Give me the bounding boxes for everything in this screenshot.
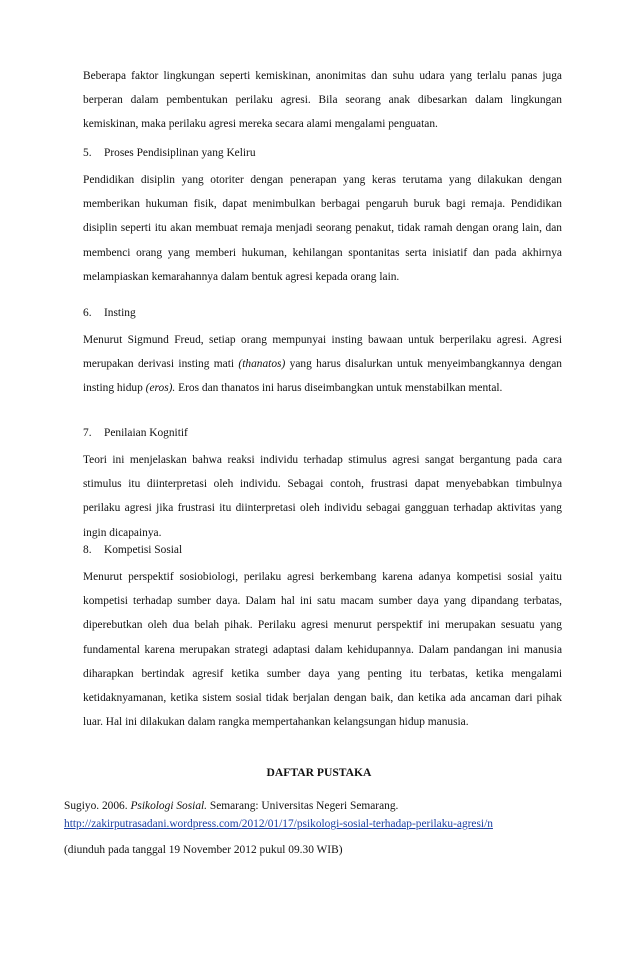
paragraph-text: Teori ini menjelaskan bahwa reaksi individu terhadap stimulus agresi sangat bergantung pada cara stimulus itu diinterpretasi oleh individu. Sebagai contoh, frustrasi dapat menyebabkan timbulnya perilaku agresi jika frustrasi itu diinterpretasi oleh individu sebagai gangguan terhadap aktivitas yang ingin dicapainya.	[83, 454, 562, 539]
reference-author: Sugiyo. 2006.	[64, 800, 131, 812]
text-run: yang harus disalurkan untuk menyeimbangkannya dengan insting hidup	[83, 358, 563, 395]
references-title: DAFTAR PUSTAKA	[266, 766, 372, 779]
section-heading-7	[83, 421, 562, 445]
section-number: 5.	[83, 147, 92, 159]
references-list	[64, 797, 584, 859]
section-title: Penilaian Kognitif	[104, 427, 188, 439]
paragraph-text: Pendidikan disiplin yang otoriter dengan penerapan yang keras terutama yang dilakukan dengan memberikan hukuman fisik, dapat menimbulkan berbagai pengaruh buruk bagi remaja. Pendidikan disiplin seperti itu akan membuat remaja menjadi seorang penakut, tidak ramah dengan orang lain, dan membenci orang yang memberi hukuman, kehilangan spontanitas serta inisiatif dan pada akhirnya melampiaskan kemarahannya dalam bentuk agresi kepada orang lain.	[83, 174, 562, 283]
section-number: 6.	[83, 307, 92, 319]
term-eros: (eros).	[145, 382, 176, 395]
text-run: Menurut Sigmund Freud, setiap orang mempunyai insting bawaan untuk berperilaku agresi. Agresi merupakan derivasi insting mati	[83, 334, 562, 371]
reference-item	[64, 815, 584, 833]
section-title: Insting	[104, 307, 136, 319]
section-heading-6	[83, 301, 562, 325]
paragraph-text	[83, 328, 562, 401]
paragraph-cognitive	[83, 448, 562, 545]
reference-link[interactable]: http://zakirputrasadani.wordpress.com/2012/01/17/psikologi-sosial-terhadap-perilaku-agresi/n	[64, 818, 493, 830]
paragraph-discipline	[83, 168, 562, 289]
section-title: Kompetisi Sosial	[104, 544, 183, 556]
section-heading-5	[83, 141, 562, 165]
section-number: 8.	[83, 544, 92, 556]
paragraph-text: Beberapa faktor lingkungan seperti kemiskinan, anonimitas dan suhu udara yang terlalu panas juga berperan dalam pembentukan perilaku agresi. Bila seorang anak dibesarkan dalam lingkungan kemiskinan, maka perilaku agresi mereka secara alami mengalami penguatan.	[83, 70, 562, 131]
reference-publisher: Semarang: Universitas Negeri Semarang.	[207, 800, 399, 812]
reference-note: (diunduh pada tanggal 19 November 2012 pukul 09.30 WIB)	[64, 844, 343, 856]
section-number: 7.	[83, 427, 92, 439]
paragraph-instinct	[83, 328, 562, 401]
reference-item	[64, 797, 584, 815]
text-run: Eros dan thanatos ini harus diseimbangkan untuk menstabilkan mental.	[175, 382, 503, 395]
paragraph-environment-factors	[83, 64, 562, 137]
reference-book-title: Psikologi Sosial.	[130, 800, 208, 812]
section-title: Proses Pendisiplinan yang Keliru	[104, 147, 256, 159]
paragraph-text: Menurut perspektif sosiobiologi, perilaku agresi berkembang karena adanya kompetisi sosial yaitu kompetisi terhadap sumber daya. Dalam hal ini satu macam sumber daya yang dipandang terbatas, diperebutkan oleh dua belah pihak. Perilaku agresi menurut perspektif ini merupakan sesuatu yang fundamental karena merupakan strategi adaptasi dalam kehidupannya. Dalam pandangan ini manusia diharapkan bertindak agresif ketika sumber daya yang penting itu terbatas, ketika mengalami ketidaknyamanan, ketika sistem sosial tidak berjalan dengan baik, dan ketika ada ancaman dari pihak luar. Hal ini dilakukan dalam rangka mempertahankan kelangsungan hidup manusia.	[83, 571, 562, 729]
section-heading-8	[83, 538, 562, 562]
paragraph-social-competition	[83, 565, 562, 734]
term-thanatos: (thanatos)	[238, 358, 286, 371]
